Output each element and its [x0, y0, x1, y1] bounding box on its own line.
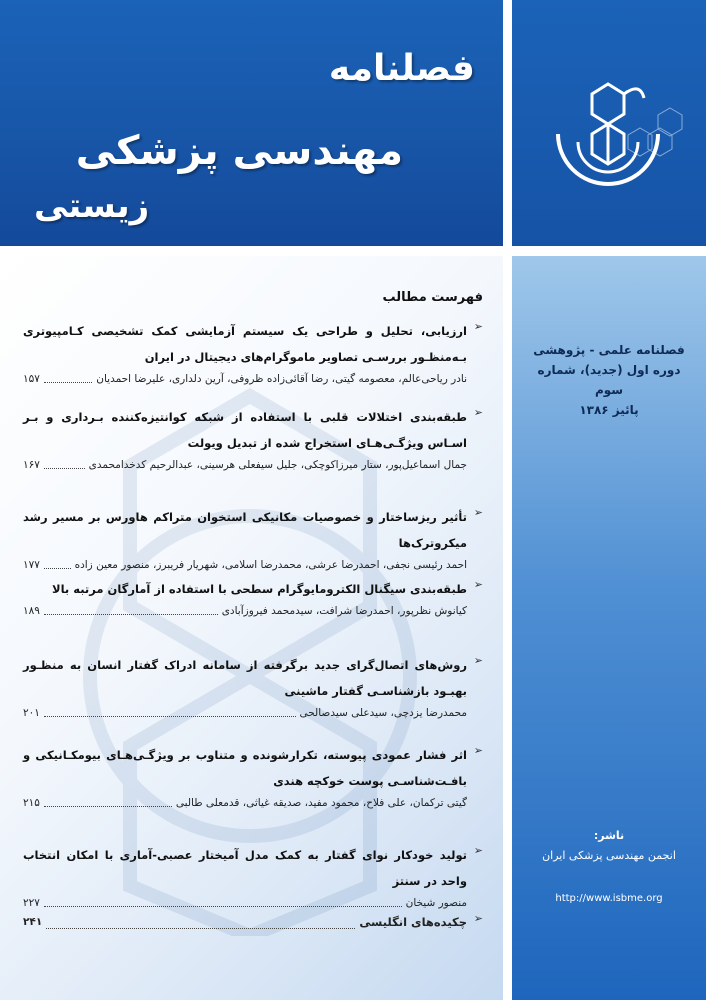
bullet-arrow-icon: ➢ [473, 912, 483, 925]
toc-heading: فهرست مطالب [382, 290, 483, 305]
entry-authors: گیتی ترکمان، علی فلاح، محمود مفید، صدیقه غیاثی، قدمعلی طالبی [175, 797, 467, 809]
entry-authors: احمد رئیسی نجفی، احمدرضا عرشی، محمدرضا اسلامی، شهریار فریبرز، منصور معین زاده [74, 559, 467, 571]
toc-entry-1[interactable] [23, 318, 483, 388]
title-block [0, 0, 503, 246]
bullet-arrow-icon: ➢ [473, 406, 483, 419]
entry-authors: نادر ریاحی‌عالم، معصومه گیتی، رضا آقائی‌زاده ظروفی، آرین دلداری، علیرضا احمدیان [96, 373, 467, 385]
entry-authors: جمال اسماعیل‌پور، ستار میرزاکوچکی، جلیل سیفعلی هرسینی، عبدالرحیم کدخدامحمدی [88, 459, 467, 471]
entry-title: روش‌های اتصال‌گرای جدید برگرفته از سامانه ادراک گفتار انسان به منظـور بهبـود بازشناسـی گفتار ماشینی [23, 658, 467, 698]
title-line-1: فصلنامه [328, 48, 475, 89]
journal-logo-icon [548, 72, 688, 192]
toc-entry-7[interactable] [23, 842, 483, 912]
toc-entry-6[interactable] [23, 742, 483, 812]
toc-entry-4[interactable] [23, 576, 483, 620]
entry-title-row [23, 910, 467, 934]
horizontal-divider [0, 246, 706, 256]
bullet-arrow-icon: ➢ [473, 506, 483, 519]
leader-dots [44, 704, 296, 717]
toc-entry-8[interactable] [23, 910, 483, 934]
bullet-arrow-icon: ➢ [473, 320, 483, 333]
journal-type: فصلنامه علمی - پژوهشی [533, 343, 685, 357]
bullet-arrow-icon: ➢ [473, 578, 483, 591]
bullet-arrow-icon: ➢ [473, 654, 483, 667]
title-line-3: زیستی [34, 186, 150, 226]
entry-title: تأثیر ریزساختار و خصوصیات مکانیکی استخوان متراکم هاورس بر مسیر رشد میکروترک‌ها [23, 510, 467, 550]
leader-dots [46, 910, 355, 929]
leader-dots [44, 894, 402, 907]
leader-dots [44, 370, 92, 383]
table-of-contents-area [0, 256, 503, 1000]
entry-authors: محمدرضا یزدچی، سیدعلی سیدصالحی [299, 707, 467, 719]
toc-entry-5[interactable] [23, 652, 483, 722]
entry-page: ۱۵۷ [23, 373, 40, 385]
entry-authors-row [23, 704, 467, 722]
entry-authors-row [23, 602, 467, 620]
vertical-divider [503, 0, 512, 1000]
entry-title: تولید خودکار نوای گفتار به کمک مدل آمیختار عصبی-آماری با امکان انتخاب واحد در سنتز [23, 848, 467, 888]
entry-page: ۱۷۷ [23, 559, 40, 571]
entry-page: ۱۸۹ [23, 605, 40, 617]
publisher-name: انجمن مهندسی پزشکی ایران [542, 849, 676, 862]
leader-dots [44, 556, 71, 569]
journal-season: پائیز ۱۳۸۶ [579, 403, 639, 417]
toc-entry-3[interactable] [23, 504, 483, 574]
entry-page: ۲۱۵ [23, 797, 40, 809]
journal-volume: دوره اول (جدید)، شماره سوم [537, 363, 681, 397]
entry-authors-row [23, 456, 467, 474]
entry-authors: منصور شیخان [405, 897, 467, 909]
entry-page: ۲۲۷ [23, 897, 40, 909]
entry-title: طبقه‌بندی اختلالات قلبی با استفاده از شبکه کوانتیزه‌کننده بـرداری و بـر اسـاس ویژگـی‌هـای استخراج شده از تبدیل ویولت [23, 410, 467, 450]
entry-title: اثر فشار عمودی پیوسته، تکرارشونده و متناوب بر ویژگـی‌هـای بیومکـانیکی و بافـت‌شناسـی پوست خوکچه هندی [23, 748, 467, 788]
entry-authors-row [23, 794, 467, 812]
bullet-arrow-icon: ➢ [473, 844, 483, 857]
issue-info [524, 340, 694, 420]
toc-entry-2[interactable] [23, 404, 483, 474]
entry-title: ارزیابی، تحلیل و طراحی یک سیستم آزمایشی کمک تشخیصی کـامپیوتری بـه‌منظـور بررسـی تصاویر ماموگرام‌های دیجیتال در ایران [23, 324, 467, 364]
entry-authors-row [23, 370, 467, 388]
publisher-block [524, 826, 694, 866]
entry-authors: کیانوش نظرپور، احمدرضا شرافت، سیدمحمد فیروزآبادی [221, 605, 467, 617]
entry-page: ۱۶۷ [23, 459, 40, 471]
leader-dots [44, 602, 218, 615]
publisher-label: ناشر: [593, 829, 625, 842]
entry-title: چکیده‌های انگلیسی [359, 915, 467, 929]
leader-dots [44, 794, 172, 807]
bullet-arrow-icon: ➢ [473, 744, 483, 757]
entry-page: ۲۴۱ [23, 916, 43, 928]
title-line-2: مهندسی پزشکی [75, 128, 403, 174]
leader-dots [44, 456, 85, 469]
entry-title: طبقه‌بندی سیگنال الکترومایوگرام سطحی با استفاده از آمارگان مرتبه بالا [52, 582, 467, 596]
entry-page: ۲۰۱ [23, 707, 40, 719]
entry-authors-row [23, 556, 467, 574]
publisher-url[interactable]: http://www.isbme.org [555, 893, 663, 904]
